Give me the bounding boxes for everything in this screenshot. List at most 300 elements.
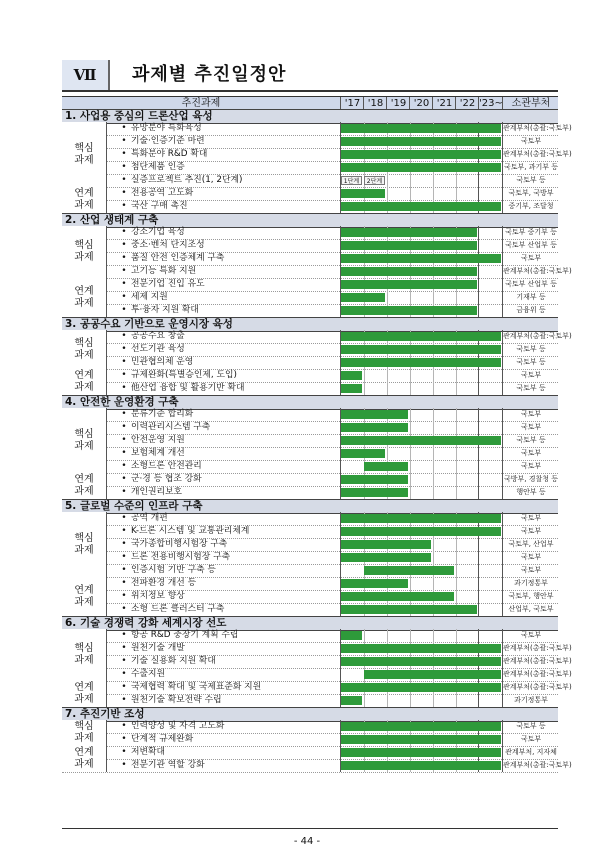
task-label: • 고기능 특화 지원 (106, 265, 341, 278)
year-gridline (433, 551, 434, 564)
category-label (62, 512, 106, 578)
task-row (62, 369, 558, 383)
year-gridline (410, 369, 411, 382)
page-title: 과제별 추진일정안 (132, 64, 287, 85)
year-gridline (456, 551, 457, 564)
task-label: • 전용공역 고도화 (106, 187, 341, 200)
agency-label: 국토부, 산업부 (502, 538, 559, 551)
schedule-bar (341, 631, 362, 640)
task-label: • 국산 구매 촉진 (106, 200, 341, 213)
task-row (62, 538, 558, 552)
category-label (62, 473, 106, 499)
task-label: • 중소·벤처 단지조성 (106, 239, 341, 252)
task-label: • 드론 전용비행시험장 구축 (106, 551, 341, 564)
year-gridline (433, 187, 434, 200)
schedule-bar (341, 527, 501, 536)
task-row (62, 330, 572, 344)
later-cell (478, 447, 503, 460)
schedule-bar (341, 644, 501, 653)
stage-box: 2단계 (364, 176, 385, 185)
task-row (62, 304, 558, 318)
agency-label: 관계부처(총괄:국토부) (502, 681, 559, 694)
task-label: • 안전운영 지원 (106, 434, 341, 447)
category-label (62, 369, 106, 395)
year-gridline (387, 369, 388, 382)
schedule-bar (341, 293, 385, 302)
schedule-bar (341, 306, 477, 315)
later-cell (478, 369, 503, 382)
category-text: 핵심 (74, 643, 94, 654)
category-text: 과제 (74, 154, 94, 166)
schedule-bar (341, 553, 431, 562)
category-text: 과제 (74, 349, 94, 361)
task-row (62, 603, 558, 617)
agency-label: 국토부 (502, 460, 559, 473)
category-label (62, 681, 106, 707)
agency-label: 금융위 등 (502, 304, 559, 317)
agency-label: 관계부처(총괄:국토부) (502, 668, 559, 681)
agency-label: 관계부처, 지자체 (502, 746, 559, 759)
later-cell (478, 265, 503, 278)
later-cell (478, 408, 503, 421)
agency-label: 행안부 등 (502, 486, 559, 499)
agency-label: 국토부 등 (502, 382, 559, 395)
later-cell (478, 551, 503, 564)
year-gridline (433, 486, 434, 499)
task-label: • 전파환경 개선 등 (106, 577, 341, 590)
later-cell (478, 239, 503, 252)
year-gridline (456, 187, 457, 200)
year-gridline (456, 577, 457, 590)
agency-label: 국토부, 과기부 등 (502, 161, 559, 174)
schedule-bar (341, 748, 501, 757)
task-label: • K-드론 시스템 및 교통관리체계 (106, 525, 341, 538)
page-number: - 44 - (293, 836, 321, 847)
task-row (62, 629, 558, 643)
agency-label: 중기부, 조달청 (502, 200, 559, 213)
later-cell (478, 421, 503, 434)
year-gridline (456, 590, 457, 603)
header-year: '19 (386, 97, 410, 110)
task-label: • 민관협의체 운영 (106, 356, 341, 369)
task-label: • 세제 지원 (106, 291, 341, 304)
category-text: 연계 (74, 370, 94, 381)
header-year: '22 (455, 97, 479, 110)
year-gridline (456, 421, 457, 434)
later-cell (478, 577, 503, 590)
schedule-bar (341, 228, 477, 237)
task-row (62, 668, 572, 682)
year-gridline (456, 460, 457, 473)
category-text: 연계 (74, 474, 94, 485)
task-label: • 보험체계 개선 (106, 447, 341, 460)
schedule-bar (341, 696, 362, 705)
task-label: • 전문기관 역할 강화 (106, 759, 341, 772)
schedule-bar (341, 436, 501, 445)
task-row (62, 447, 558, 461)
later-cell (478, 473, 503, 486)
agency-label: 과기정통부 (502, 694, 559, 707)
task-label: • 개인권리보호 (106, 486, 341, 499)
schedule-bar (341, 722, 501, 731)
year-gridline (364, 629, 365, 642)
task-row (62, 512, 558, 526)
task-label: • 소형 드론 클러스터 구축 (106, 603, 341, 616)
task-row (62, 733, 558, 747)
task-label: • 기술·인증기준 마련 (106, 135, 341, 148)
year-gridline (364, 369, 365, 382)
task-label: • 군·경 등 협조 강화 (106, 473, 341, 486)
task-row (62, 642, 572, 656)
agency-label: 국토부 (502, 629, 559, 642)
section-title: 1. 사업용 중심의 드론산업 육성 (65, 110, 213, 122)
agency-label: 국토부 (502, 512, 559, 525)
year-gridline (364, 694, 365, 707)
category-text: 과제 (74, 252, 94, 263)
task-label: • 규제완화(특별승인제, 도입) (106, 369, 341, 382)
year-gridline (410, 447, 411, 460)
year-gridline (410, 486, 411, 499)
task-row (62, 564, 558, 578)
schedule-bar (341, 605, 477, 614)
task-label: • 인력양성 및 자격 고도화 (106, 720, 341, 733)
task-row (62, 382, 558, 396)
task-row (62, 681, 572, 695)
schedule-bar (341, 241, 477, 250)
task-row (62, 239, 558, 253)
agency-label: 국토부 등 (502, 356, 559, 369)
year-gridline (456, 447, 457, 460)
later-cell (478, 486, 503, 499)
task-row (62, 421, 558, 435)
agency-label: 과기정통부 (502, 577, 559, 590)
header-agency: 소관부처 (502, 97, 559, 110)
task-row (62, 174, 558, 188)
year-gridline (433, 447, 434, 460)
category-label (62, 278, 106, 317)
category-text: 과제 (74, 297, 94, 309)
agency-label: 국토부 (502, 135, 559, 148)
task-label: • 공공수요 창출 (106, 330, 341, 343)
task-row (62, 226, 558, 240)
year-gridline (364, 382, 365, 395)
schedule-bar (341, 657, 501, 666)
category-text: 과제 (74, 440, 94, 452)
year-gridline (433, 291, 434, 304)
task-label: • 품질 안전 인증체계 구축 (106, 252, 341, 265)
task-label: • 원천기술 확보전략 수립 (106, 694, 341, 707)
later-cell (478, 460, 503, 473)
header-later: '23~ (479, 98, 503, 109)
task-row (62, 655, 572, 669)
task-row (62, 746, 558, 760)
year-gridline (433, 408, 434, 421)
year-gridline (433, 577, 434, 590)
year-gridline (456, 382, 457, 395)
task-label: • 선도기관 육성 (106, 343, 341, 356)
category-text: 핵심 (74, 142, 94, 154)
chapter-number: Ⅶ (62, 60, 110, 90)
schedule-bar (341, 150, 501, 159)
agency-label: 산업부, 국토부 (502, 603, 559, 616)
task-label: • 첨단제품 인증 (106, 161, 341, 174)
category-text: 과제 (74, 382, 94, 393)
year-gridline (387, 291, 388, 304)
agency-label: 관계부처(총괄:국토부) (502, 642, 559, 655)
agency-label: 기재부 등 (502, 291, 559, 304)
section-title: 7. 추진기반 조성 (65, 708, 145, 720)
category-text: 과제 (74, 655, 94, 666)
task-label: • 투·융자 지원 확대 (106, 304, 341, 317)
schedule-bar (341, 280, 477, 289)
year-gridline (456, 564, 457, 577)
year-cells (340, 460, 479, 473)
category-label (62, 226, 106, 279)
category-label (62, 330, 106, 370)
task-label: • 실증프로젝트 추진(1, 2단계) (106, 174, 341, 187)
schedule-bar (341, 384, 362, 393)
later-cell (478, 590, 503, 603)
schedule-bar (341, 579, 408, 588)
task-row (62, 408, 558, 422)
later-cell (478, 538, 503, 551)
schedule-bar (364, 462, 408, 471)
task-label: • 항공 R&D 중장기 계획 수립 (106, 629, 341, 642)
later-cell (478, 226, 503, 239)
task-label: • 국제협력 확대 및 국제표준화 지원 (106, 681, 341, 694)
schedule-bar (341, 423, 408, 432)
later-cell (478, 291, 503, 304)
task-row (62, 161, 558, 175)
agency-label: 국토부 (502, 369, 559, 382)
schedule-bar (341, 475, 408, 484)
task-label: • 위치정보 향상 (106, 590, 341, 603)
agency-label: 국토부 등 (502, 720, 559, 733)
later-cell (478, 187, 503, 200)
year-gridline (433, 538, 434, 551)
schedule-bar (364, 670, 501, 679)
task-label: • 이력관리시스템 구축 (106, 421, 341, 434)
task-label: • 他산업 융합 및 활용기반 확대 (106, 382, 341, 395)
year-gridline (456, 291, 457, 304)
section-title: 2. 산업 생태계 구축 (65, 214, 159, 226)
task-label: • 저변확대 (106, 746, 341, 759)
task-row (62, 187, 558, 201)
later-cell (478, 278, 503, 291)
task-row (62, 356, 558, 370)
agency-label: 국토부 (502, 733, 559, 746)
chapter-heading (62, 60, 558, 92)
year-gridline (410, 473, 411, 486)
agency-label: 관계부처(총괄:국토부) (502, 759, 559, 772)
year-gridline (456, 369, 457, 382)
section-title: 3. 공공수요 기반으로 운영시장 육성 (65, 318, 233, 330)
schedule-bar (341, 137, 501, 146)
task-row (62, 590, 558, 604)
later-cell (478, 304, 503, 317)
year-gridline (433, 460, 434, 473)
task-row (62, 278, 558, 292)
year-gridline (456, 694, 457, 707)
task-row (62, 200, 558, 214)
task-label: • 수출지원 (106, 668, 341, 681)
year-gridline (410, 187, 411, 200)
category-text: 핵심 (74, 428, 94, 440)
table-bottom-border (62, 828, 558, 829)
schedule-bar (341, 124, 501, 133)
header-task: 추진과제 (181, 98, 221, 109)
category-text: 과제 (74, 486, 94, 497)
schedule-bar (341, 267, 477, 276)
later-cell (478, 174, 503, 187)
task-row (62, 759, 572, 773)
year-gridline (433, 174, 434, 187)
header-year: '17 (340, 97, 364, 110)
later-cell (478, 694, 503, 707)
category-text: 연계 (74, 285, 94, 297)
category-text: 연계 (74, 188, 94, 199)
schedule-bar (341, 189, 385, 198)
agency-label: 관계부처(총괄:국토부) (502, 122, 559, 135)
agency-label: 국토부 (502, 525, 559, 538)
schedule-bar (341, 488, 408, 497)
category-text: 과제 (74, 596, 94, 608)
category-label (62, 122, 106, 188)
schedule-bar (364, 566, 454, 575)
later-cell (478, 603, 503, 616)
category-label (62, 746, 106, 772)
task-row (62, 343, 558, 357)
year-gridline (433, 382, 434, 395)
task-row (62, 434, 558, 448)
task-label: • 전문기업 진입 유도 (106, 278, 341, 291)
year-gridline (433, 694, 434, 707)
agency-label: 국토부 (502, 551, 559, 564)
agency-label: 관계부처(총괄:국토부) (502, 655, 559, 668)
category-text: 핵심 (74, 337, 94, 349)
task-row (62, 473, 558, 487)
schedule-bar (341, 254, 501, 263)
agency-label: 관계부처(총괄:국토부) (502, 330, 559, 343)
year-gridline (387, 174, 388, 187)
category-text: 과제 (74, 759, 94, 770)
task-row (62, 551, 558, 565)
category-text: 과제 (74, 200, 94, 211)
section-title: 4. 안전한 운영환경 구축 (65, 396, 179, 408)
agency-label: 국토부 산업부 등 (502, 239, 559, 252)
schedule-bar (341, 163, 501, 172)
agency-label: 관계부처(총괄:국토부) (502, 148, 559, 161)
category-text: 연계 (74, 682, 94, 693)
agency-label: 관계부처(총괄:국토부) (502, 265, 559, 278)
agency-label: 국토부 중기부 등 (502, 226, 559, 239)
agency-label: 국토부, 행안부 (502, 590, 559, 603)
schedule-bar (341, 735, 501, 744)
agency-label: 국토부 (502, 421, 559, 434)
task-label: • 단계적 규제완화 (106, 733, 341, 746)
year-gridline (410, 577, 411, 590)
category-label (62, 577, 106, 616)
task-row (62, 291, 558, 305)
year-gridline (456, 408, 457, 421)
year-gridline (410, 694, 411, 707)
year-gridline (387, 382, 388, 395)
year-gridline (456, 538, 457, 551)
section-title: 5. 글로벌 수준의 인프라 구축 (65, 500, 203, 512)
task-row (62, 486, 558, 500)
category-text: 핵심 (74, 532, 94, 544)
stage-box: 1단계 (341, 176, 362, 185)
schedule-bar (341, 683, 501, 692)
year-gridline (456, 486, 457, 499)
schedule-bar (341, 592, 454, 601)
later-cell (478, 629, 503, 642)
agency-label: 국토부 등 (502, 434, 559, 447)
task-row (62, 122, 572, 136)
schedule-bar (341, 514, 501, 523)
agency-label: 국토부 (502, 408, 559, 421)
task-label: • 특화분야 R&D 확대 (106, 148, 341, 161)
agency-label: 국토부 (502, 564, 559, 577)
header-year: '21 (432, 97, 456, 110)
schedule-bar (341, 761, 501, 770)
schedule-bar (341, 202, 501, 211)
year-gridline (387, 694, 388, 707)
category-label (62, 720, 106, 747)
year-gridline (433, 369, 434, 382)
year-gridline (456, 174, 457, 187)
task-row (62, 148, 572, 162)
category-text: 과제 (74, 544, 94, 556)
year-gridline (387, 187, 388, 200)
category-text: 과제 (74, 694, 94, 705)
schedule-bar (341, 345, 501, 354)
year-gridline (387, 447, 388, 460)
task-label: • 원천기술 개발 (106, 642, 341, 655)
year-gridline (410, 174, 411, 187)
year-gridline (410, 408, 411, 421)
task-label: • 강소기업 육성 (106, 226, 341, 239)
agency-label: 국토부 (502, 252, 559, 265)
schedule-bar (341, 358, 501, 367)
category-label (62, 408, 106, 474)
task-row (62, 720, 558, 734)
year-gridline (456, 473, 457, 486)
agency-label: 국방부, 경찰청 등 (502, 473, 559, 486)
year-gridline (433, 473, 434, 486)
agency-label: 국토부 (502, 447, 559, 460)
year-gridline (433, 421, 434, 434)
task-row (62, 460, 558, 474)
year-gridline (456, 629, 457, 642)
category-text: 핵심 (74, 240, 94, 251)
section-title: 6. 기술 경쟁력 강화 세계시장 선도 (65, 617, 227, 629)
year-gridline (433, 629, 434, 642)
task-row (62, 135, 558, 149)
task-row (62, 252, 558, 266)
task-label: • 유망분야 특화육성 (106, 122, 341, 135)
schedule-bar (341, 449, 385, 458)
category-label (62, 629, 106, 682)
header-year: '18 (363, 97, 387, 110)
header-year: '20 (409, 97, 433, 110)
task-row (62, 525, 558, 539)
task-label: • 인증시험 기반 구축 등 (106, 564, 341, 577)
schedule-bar (341, 371, 362, 380)
schedule-bar (341, 410, 408, 419)
task-row (62, 694, 558, 708)
year-gridline (410, 421, 411, 434)
